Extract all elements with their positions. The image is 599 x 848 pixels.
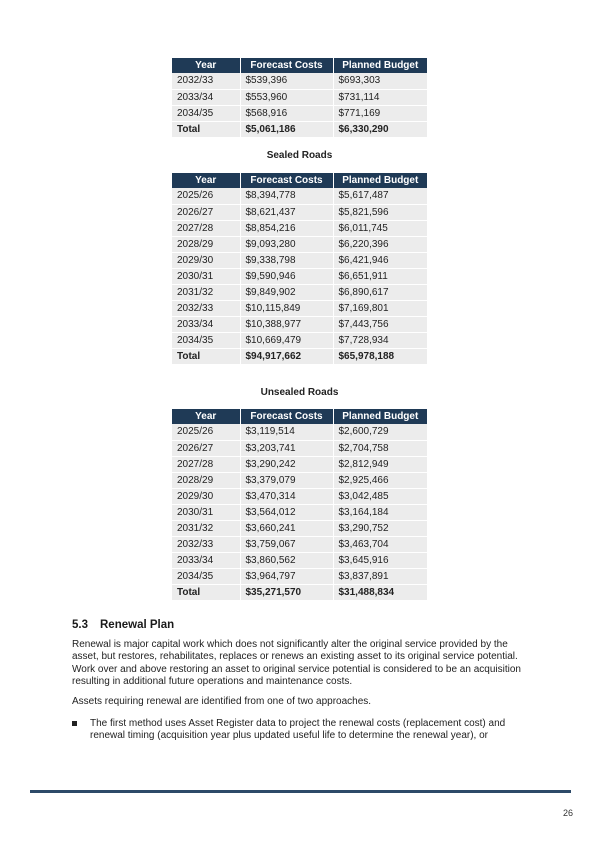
cell-year: 2031/32 <box>172 284 240 300</box>
cell-year: 2030/31 <box>172 268 240 284</box>
section-number: 5.3 <box>72 619 88 631</box>
table-row <box>172 73 427 89</box>
cell-planned-budget: $6,011,745 <box>333 220 427 236</box>
cell-forecast-costs: $8,854,216 <box>240 220 333 236</box>
cell-forecast-costs: $9,338,798 <box>240 252 333 268</box>
cell-forecast-costs: $3,660,241 <box>240 520 333 536</box>
cell-planned-budget: $6,421,946 <box>333 252 427 268</box>
table-row <box>172 284 427 300</box>
column-header-planned-budget: Planned Budget <box>333 58 427 73</box>
cell-year: 2026/27 <box>172 440 240 456</box>
cell-planned-budget: $3,837,891 <box>333 568 427 584</box>
cell-planned-budget: $7,443,756 <box>333 316 427 332</box>
cell-planned-budget: $693,303 <box>333 73 427 89</box>
cell-forecast-costs: $3,379,079 <box>240 472 333 488</box>
column-header-planned-budget: Planned Budget <box>333 409 427 424</box>
table-header-row <box>172 58 427 73</box>
cell-planned-budget: $2,812,949 <box>333 456 427 472</box>
cell-planned-budget: $771,169 <box>333 105 427 121</box>
table-total-row <box>172 121 427 137</box>
cell-year: 2025/26 <box>172 424 240 440</box>
cell-year: 2028/29 <box>172 472 240 488</box>
cell-planned-budget: $731,114 <box>333 89 427 105</box>
unsealed-roads-table <box>172 409 427 601</box>
page-number: 26 <box>562 808 573 818</box>
total-label: Total <box>172 348 240 364</box>
sealed-roads-table <box>172 173 427 365</box>
cell-planned-budget: $2,925,466 <box>333 472 427 488</box>
table-row <box>172 456 427 472</box>
cell-planned-budget-total: $65,978,188 <box>333 348 427 364</box>
table-total-row <box>172 584 427 600</box>
cell-forecast-costs: $9,093,280 <box>240 236 333 252</box>
cell-forecast-costs: $10,115,849 <box>240 300 333 316</box>
cell-year: 2033/34 <box>172 89 240 105</box>
table-row <box>172 488 427 504</box>
cell-year: 2034/35 <box>172 568 240 584</box>
cell-planned-budget: $2,704,758 <box>333 440 427 456</box>
cell-forecast-costs: $9,590,946 <box>240 268 333 284</box>
paragraph-renewal-definition: Renewal is major capital work which does not significantly alter the original service provided by the asset, but restores, rehabilitates, replaces or renews an existing asset to its original service potential. Work over and above restoring an asset to original service potential is considered to be an acquisition resulting in additional future operations and maintenance costs. <box>72 639 521 688</box>
table-row <box>172 268 427 284</box>
cell-year: 2027/28 <box>172 456 240 472</box>
table-row <box>172 316 427 332</box>
cell-planned-budget: $5,821,596 <box>333 204 427 220</box>
cell-forecast-costs: $3,759,067 <box>240 536 333 552</box>
cell-year: 2025/26 <box>172 188 240 204</box>
cell-forecast-costs: $539,396 <box>240 73 333 89</box>
column-header-year: Year <box>172 173 240 188</box>
cell-forecast-costs-total: $5,061,186 <box>240 121 333 137</box>
table-row <box>172 536 427 552</box>
table-row <box>172 552 427 568</box>
cell-year: 2029/30 <box>172 488 240 504</box>
table-row <box>172 332 427 348</box>
cell-forecast-costs: $553,960 <box>240 89 333 105</box>
cell-year: 2033/34 <box>172 552 240 568</box>
column-header-year: Year <box>172 58 240 73</box>
cell-year: 2034/35 <box>172 105 240 121</box>
table-row <box>172 440 427 456</box>
column-header-year: Year <box>172 409 240 424</box>
bullet-list-item <box>72 718 527 743</box>
total-label: Total <box>172 584 240 600</box>
cell-year: 2032/33 <box>172 536 240 552</box>
cell-year: 2026/27 <box>172 204 240 220</box>
cell-forecast-costs-total: $35,271,570 <box>240 584 333 600</box>
cell-forecast-costs: $3,290,242 <box>240 456 333 472</box>
cell-year: 2034/35 <box>172 332 240 348</box>
cell-year: 2027/28 <box>172 220 240 236</box>
total-label: Total <box>172 121 240 137</box>
cell-year: 2029/30 <box>172 252 240 268</box>
table-row <box>172 252 427 268</box>
column-header-forecast-costs: Forecast Costs <box>240 173 333 188</box>
footer-rule <box>30 790 571 793</box>
cell-forecast-costs: $3,860,562 <box>240 552 333 568</box>
cell-forecast-costs-total: $94,917,662 <box>240 348 333 364</box>
column-header-forecast-costs: Forecast Costs <box>240 409 333 424</box>
cell-forecast-costs: $8,394,778 <box>240 188 333 204</box>
cell-planned-budget: $6,651,911 <box>333 268 427 284</box>
cell-forecast-costs: $3,470,314 <box>240 488 333 504</box>
cell-forecast-costs: $3,964,797 <box>240 568 333 584</box>
cell-planned-budget: $6,890,617 <box>333 284 427 300</box>
table-caption-unsealed-roads: Unsealed Roads <box>260 387 339 398</box>
cell-year: 2031/32 <box>172 520 240 536</box>
table-row <box>172 236 427 252</box>
cell-planned-budget-total: $31,488,834 <box>333 584 427 600</box>
cell-forecast-costs: $10,669,479 <box>240 332 333 348</box>
table-row <box>172 504 427 520</box>
column-header-forecast-costs: Forecast Costs <box>240 58 333 73</box>
cell-planned-budget: $3,463,704 <box>333 536 427 552</box>
cell-forecast-costs: $568,916 <box>240 105 333 121</box>
table-row <box>172 300 427 316</box>
table-row <box>172 89 427 105</box>
cell-planned-budget: $7,728,934 <box>333 332 427 348</box>
cell-planned-budget: $3,645,916 <box>333 552 427 568</box>
table-row <box>172 568 427 584</box>
paragraph-renewal-approaches: Assets requiring renewal are identified from one of two approaches. <box>72 696 372 707</box>
cell-year: 2030/31 <box>172 504 240 520</box>
column-header-planned-budget: Planned Budget <box>333 173 427 188</box>
section-title: Renewal Plan <box>100 619 175 631</box>
budget-table-continued <box>172 58 427 138</box>
cell-forecast-costs: $3,119,514 <box>240 424 333 440</box>
cell-planned-budget: $3,290,752 <box>333 520 427 536</box>
table-caption-sealed-roads: Sealed Roads <box>266 150 333 161</box>
table-row <box>172 472 427 488</box>
cell-planned-budget-total: $6,330,290 <box>333 121 427 137</box>
table-row <box>172 188 427 204</box>
cell-forecast-costs: $3,564,012 <box>240 504 333 520</box>
cell-forecast-costs: $3,203,741 <box>240 440 333 456</box>
cell-year: 2032/33 <box>172 300 240 316</box>
bullet-text: The first method uses Asset Register data to project the renewal costs (replacement cost) and renewal timing (acquisition year plus updated useful life to determine the renewal year), or <box>90 718 506 742</box>
section-heading <box>72 619 174 631</box>
square-bullet-icon <box>72 721 77 726</box>
cell-planned-budget: $5,617,487 <box>333 188 427 204</box>
table-total-row <box>172 348 427 364</box>
cell-planned-budget: $7,169,801 <box>333 300 427 316</box>
table-row <box>172 220 427 236</box>
cell-planned-budget: $3,164,184 <box>333 504 427 520</box>
cell-year: 2032/33 <box>172 73 240 89</box>
table-header-row <box>172 409 427 424</box>
table-row <box>172 520 427 536</box>
cell-planned-budget: $6,220,396 <box>333 236 427 252</box>
table-row <box>172 424 427 440</box>
cell-planned-budget: $3,042,485 <box>333 488 427 504</box>
table-row <box>172 105 427 121</box>
cell-forecast-costs: $10,388,977 <box>240 316 333 332</box>
table-row <box>172 204 427 220</box>
cell-forecast-costs: $9,849,902 <box>240 284 333 300</box>
cell-year: 2028/29 <box>172 236 240 252</box>
cell-planned-budget: $2,600,729 <box>333 424 427 440</box>
table-header-row <box>172 173 427 188</box>
cell-forecast-costs: $8,621,437 <box>240 204 333 220</box>
cell-year: 2033/34 <box>172 316 240 332</box>
